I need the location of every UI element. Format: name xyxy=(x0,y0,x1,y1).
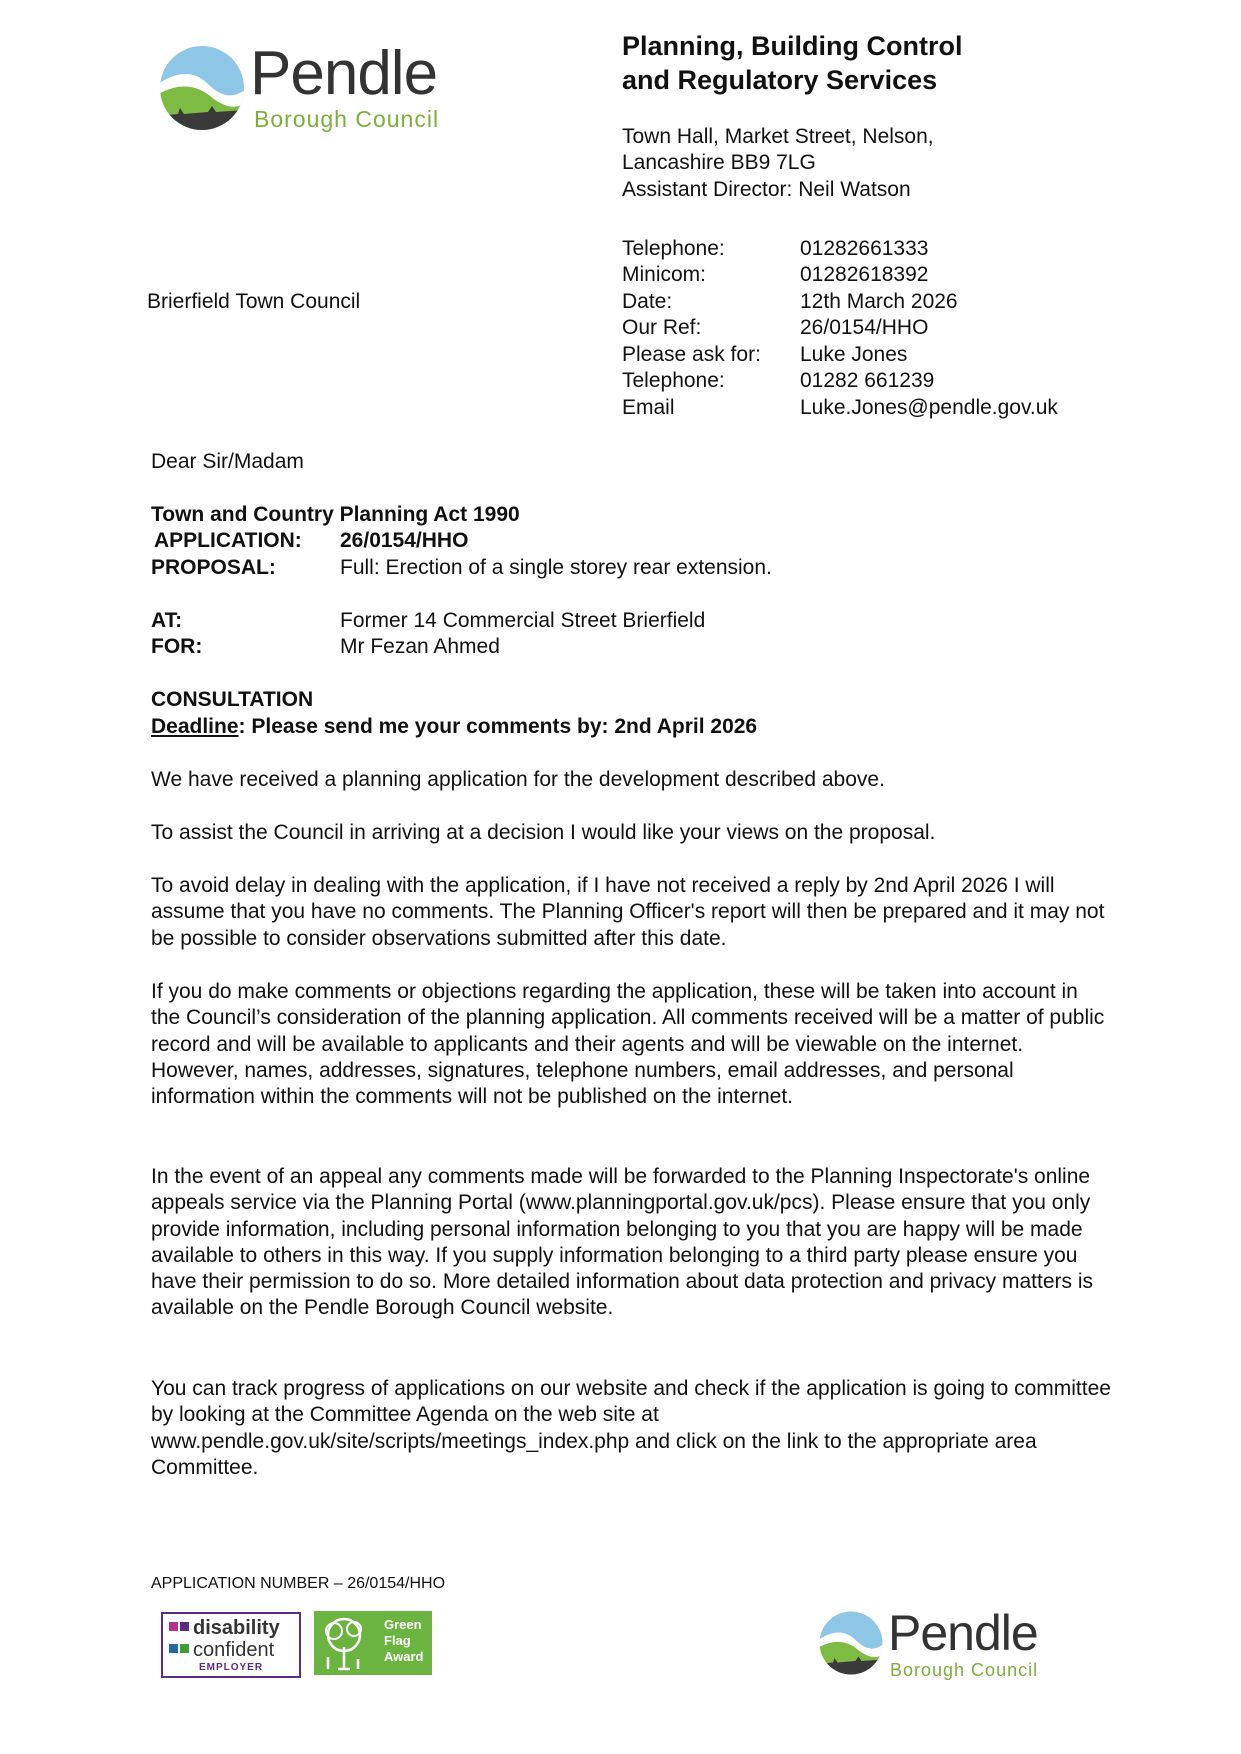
body-paragraph: In the event of an appeal any comments made will be forwarded to the Planning Inspectorate's online appeals service via the Planning Portal (www.planningportal.gov.uk/pcs). Please ensure that you only provide information, including personal information belonging to you that you are happy will be made available to others in this way. If you supply information belonging to a third party please ensure you have their permission to do so. More detailed information about data protection and privacy matters is available on the Pendle Borough Council website. xyxy=(151,1165,1093,1320)
body-paragraph: You can track progress of applications on our website and check if the application is going to committee by looking at the Committee Agenda on the web site at www.pendle.gov.uk/site/scripts/meetings_index.php and click on the link to the appropriate area Committee. xyxy=(151,1377,1111,1479)
contact-value: 26/0154/HHO xyxy=(800,316,929,339)
pendle-logo-mark xyxy=(158,44,246,132)
pendle-logo xyxy=(158,39,458,134)
contact-label: Email xyxy=(622,396,675,419)
proposal-value: Full: Erection of a single storey rear extension. xyxy=(340,556,772,579)
deadline-label: Deadline xyxy=(151,715,239,738)
disability-text-1: disability xyxy=(193,1617,280,1639)
contact-label: Minicom: xyxy=(622,263,707,286)
at-label: AT: xyxy=(151,609,183,632)
recipient: Brierfield Town Council xyxy=(147,290,361,313)
deadline-text: : Please send me your comments by: 2nd April 2026 xyxy=(238,715,758,738)
pendle-logo-name: Pendle xyxy=(250,39,438,108)
greenflag-text-3: Award xyxy=(384,1649,424,1664)
footer-pendle-logo xyxy=(818,1605,1078,1690)
body-paragraph: To assist the Council in arriving at a decision I would like your views on the proposal. xyxy=(151,821,936,844)
salutation: Dear Sir/Madam xyxy=(151,450,304,473)
disability-text-3: EMPLOYER xyxy=(198,1662,264,1673)
contact-label: Date: xyxy=(622,290,673,313)
for-label: FOR: xyxy=(151,635,203,658)
contact-value: Luke Jones xyxy=(800,343,908,366)
for-value: Mr Fezan Ahmed xyxy=(340,635,500,658)
address-line-3: Assistant Director: Neil Watson xyxy=(622,178,911,201)
deadline-line xyxy=(151,714,757,740)
address-line-1: Town Hall, Market Street, Nelson, xyxy=(622,125,934,148)
disability-icon xyxy=(169,1622,189,1664)
department-line-2: and Regulatory Services xyxy=(622,65,938,95)
body-paragraph: We have received a planning application for the development described above. xyxy=(151,768,885,791)
contact-value: 01282 661239 xyxy=(800,369,935,392)
footer-application-number: APPLICATION NUMBER – 26/0154/HHO xyxy=(151,1575,446,1592)
proposal-label: PROPOSAL: xyxy=(151,556,276,579)
contact-value: 01282618392 xyxy=(800,263,929,286)
application-value: 26/0154/HHO xyxy=(340,529,469,552)
footer-pendle-logo-name: Pendle xyxy=(888,1605,1038,1661)
application-label: APPLICATION: xyxy=(154,529,302,552)
contact-label: Telephone: xyxy=(622,237,725,260)
act-title: Town and Country Planning Act 1990 xyxy=(151,503,520,526)
body-paragraph: To avoid delay in dealing with the application, if I have not received a reply by 2nd April 2026 I will assume that you have no comments. The Planning Officer's report will then be prepared and it may not be possible to consider observations submitted after this date. xyxy=(151,874,1105,950)
disability-confident-badge xyxy=(161,1612,301,1678)
consultation-heading: CONSULTATION xyxy=(151,688,314,711)
tree-icon xyxy=(318,1613,374,1673)
contact-label: Our Ref: xyxy=(622,316,702,339)
at-value: Former 14 Commercial Street Brierfield xyxy=(340,609,706,632)
contact-value: 01282661333 xyxy=(800,237,929,260)
contact-label: Telephone: xyxy=(622,369,725,392)
green-flag-award-badge xyxy=(314,1611,432,1675)
contact-label: Please ask for: xyxy=(622,343,761,366)
footer-pendle-logo-mark xyxy=(818,1610,884,1676)
body-paragraph: If you do make comments or objections regarding the application, these will be taken into account in the Council’s consideration of the planning application. All comments received will be a matter of public record and will be available to applicants and their agents and will be viewable on the internet. However, names, addresses, signatures, telephone numbers, email addresses, and personal information within the comments will not be published on the internet. xyxy=(151,980,1105,1109)
pendle-logo-sub: Borough Council xyxy=(254,106,440,132)
contact-value: 12th March 2026 xyxy=(800,290,958,313)
footer-pendle-logo-sub: Borough Council xyxy=(890,1660,1039,1680)
contact-value: Luke.Jones@pendle.gov.uk xyxy=(800,396,1058,419)
greenflag-text-1: Green xyxy=(384,1617,422,1632)
greenflag-text-2: Flag xyxy=(384,1633,411,1648)
disability-text-2: confident xyxy=(193,1639,275,1661)
department-line-1: Planning, Building Control xyxy=(622,31,963,61)
address-line-2: Lancashire BB9 7LG xyxy=(622,151,816,174)
